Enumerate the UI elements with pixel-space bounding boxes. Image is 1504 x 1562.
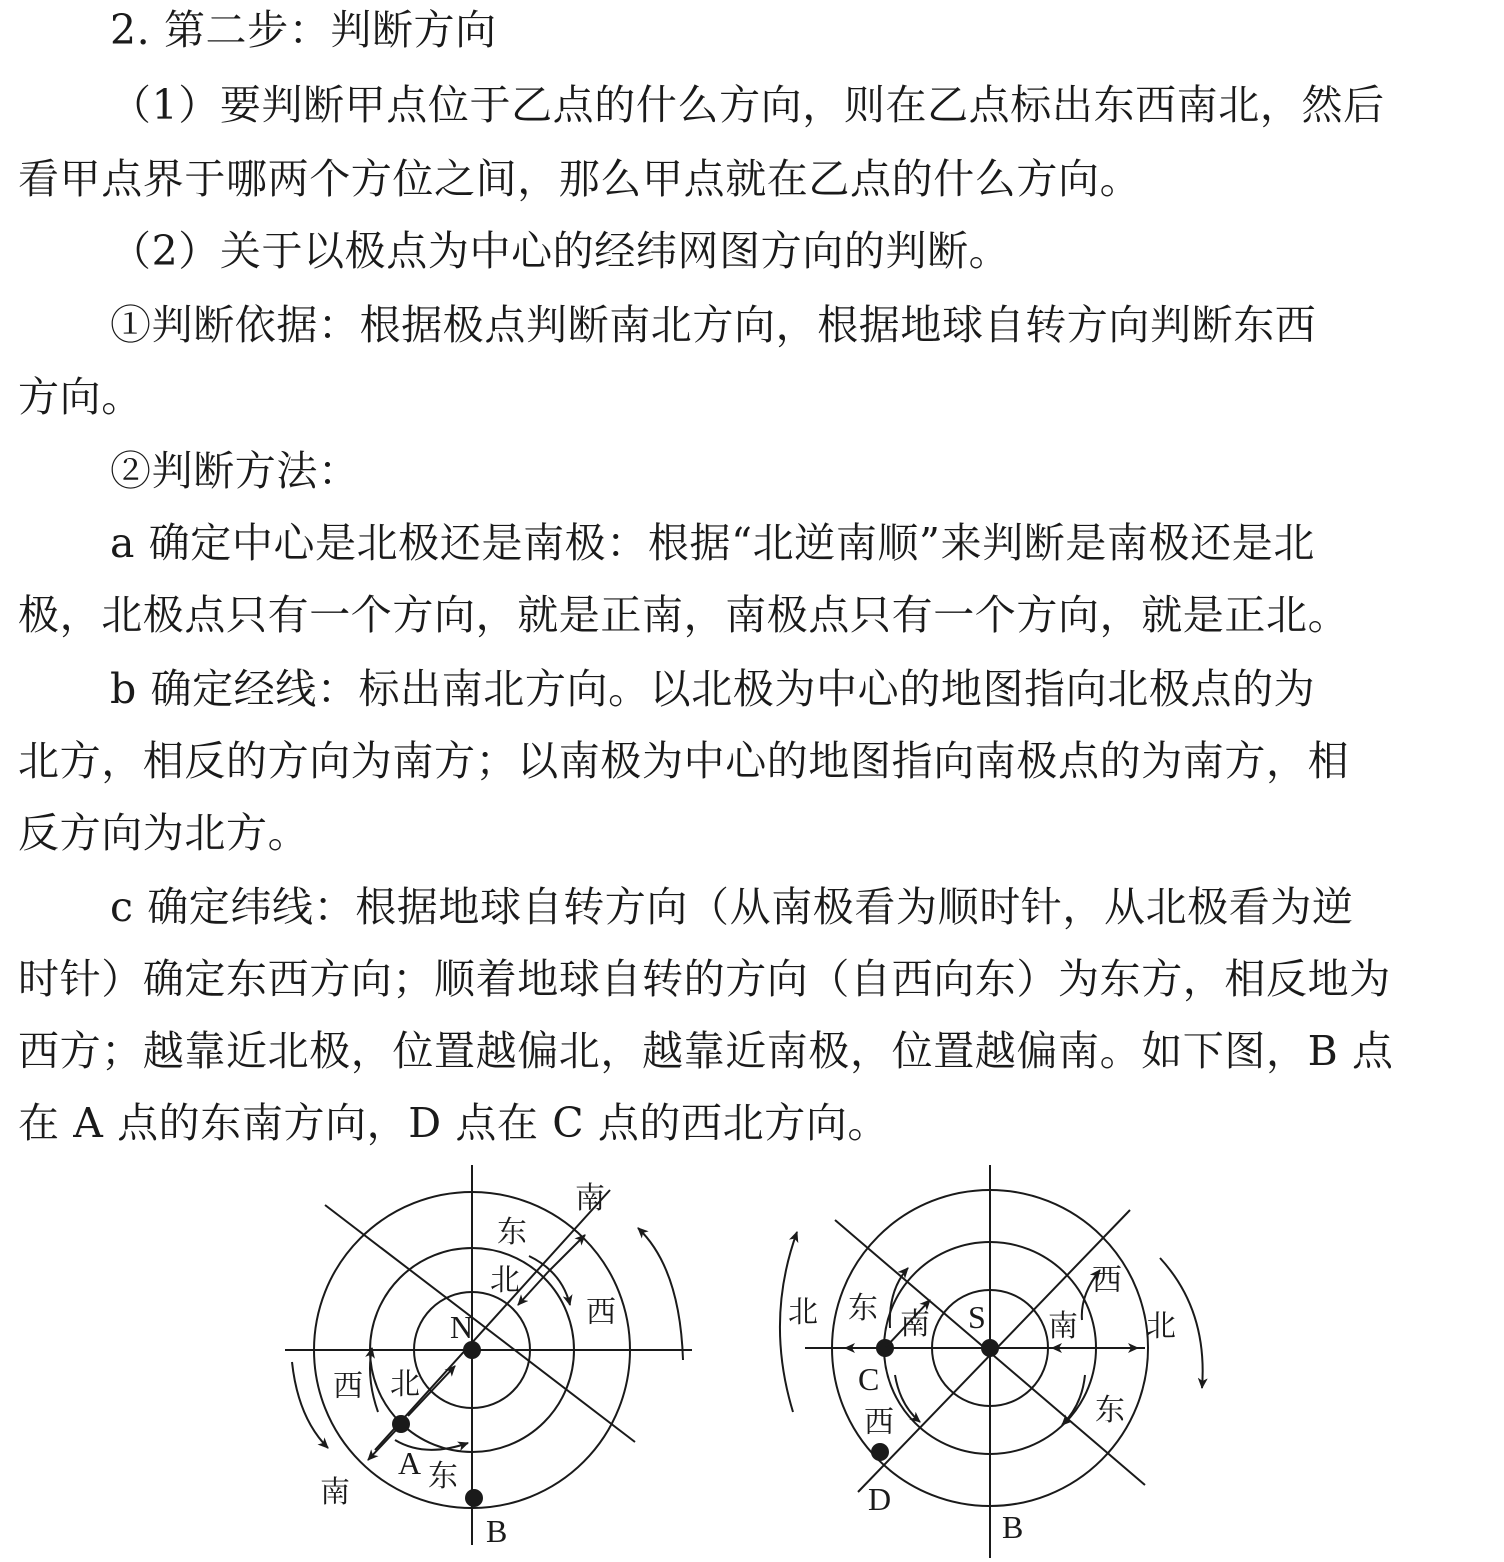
label-south: 南	[575, 1181, 605, 1216]
paragraph-line: 反方向为北方。	[18, 809, 310, 857]
arrow-toward-south	[368, 1428, 398, 1460]
rotation-arrow	[292, 1362, 328, 1448]
pole-label-n: N	[450, 1309, 474, 1345]
label-west: 西	[586, 1295, 616, 1330]
paragraph-line: a 确定中心是北极还是南极：根据“北逆南顺”来判断是南极还是北	[110, 519, 1315, 567]
point-b-marker	[465, 1489, 483, 1507]
polar-projection-figure	[0, 1150, 1504, 1562]
paragraph-line: 看甲点界于哪两个方位之间，那么甲点就在乙点的什么方向。	[18, 155, 1142, 203]
south-pole-point	[981, 1339, 999, 1357]
paragraph-line: 西方；越靠近北极，位置越偏北，越靠近南极，位置越偏南。如下图，B 点	[18, 1027, 1394, 1075]
label-north: 北	[1146, 1309, 1176, 1344]
paragraph-line: 时针）确定东西方向；顺着地球自转的方向（自西向东）为东方，相反地为	[18, 955, 1391, 1003]
label-east: 东	[428, 1459, 458, 1494]
paragraph-line: （1）要判断甲点位于乙点的什么方向，则在乙点标出东西南北，然后	[110, 81, 1385, 129]
paragraph-line: c 确定纬线：根据地球自转方向（从南极看为顺时针，从北极看为逆	[110, 883, 1354, 931]
paragraph-line: （2）关于以极点为中心的经纬网图方向的判断。	[110, 227, 1011, 275]
pole-label-s: S	[968, 1299, 986, 1335]
step-heading: 2. 第二步：判断方向	[110, 6, 497, 54]
arrow-toward-north	[518, 1272, 548, 1305]
label-west: 西	[864, 1405, 894, 1440]
paragraph-line: 极，北极点只有一个方向，就是正南，南极点只有一个方向，就是正北。	[18, 591, 1350, 639]
label-west: 西	[1092, 1263, 1122, 1298]
label-point-d: D	[868, 1481, 892, 1517]
paragraph-line: 北方，相反的方向为南方；以南极为中心的地图指向南极点的为南方，相	[18, 737, 1350, 785]
label-point-c: C	[858, 1361, 880, 1397]
meridian-diagonal	[375, 1190, 610, 1450]
label-east: 东	[1095, 1393, 1125, 1428]
label-west: 西	[333, 1369, 363, 1404]
label-east: 东	[497, 1215, 527, 1250]
label-point-b: B	[1002, 1509, 1024, 1545]
label-north: 北	[490, 1263, 520, 1298]
point-d-marker	[871, 1443, 889, 1461]
south-polar-diagram	[780, 1165, 1203, 1558]
paragraph-line: 方向。	[18, 373, 143, 421]
label-north: 北	[788, 1295, 818, 1330]
paragraph-line: 在 A 点的东南方向，D 点在 C 点的西北方向。	[18, 1099, 890, 1147]
label-point-b: B	[486, 1513, 508, 1549]
label-south: 南	[1048, 1309, 1078, 1344]
paragraph-line: ②判断方法：	[110, 447, 360, 495]
paragraph-line: b 确定经线：标出南北方向。以北极为中心的地图指向北极点的为	[110, 665, 1316, 713]
paragraph-line: ①判断依据：根据极点判断南北方向，根据地球自转方向判断东西	[110, 301, 1317, 349]
label-east: 东	[848, 1291, 878, 1326]
polar-diagrams	[0, 1150, 1504, 1562]
arrow-toward-west	[529, 1256, 570, 1305]
label-south: 南	[900, 1307, 930, 1342]
label-point-a: A	[398, 1445, 422, 1481]
rotation-arrow	[638, 1228, 683, 1360]
north-polar-diagram	[285, 1165, 692, 1549]
label-north: 北	[390, 1367, 420, 1402]
label-south: 南	[320, 1475, 350, 1510]
